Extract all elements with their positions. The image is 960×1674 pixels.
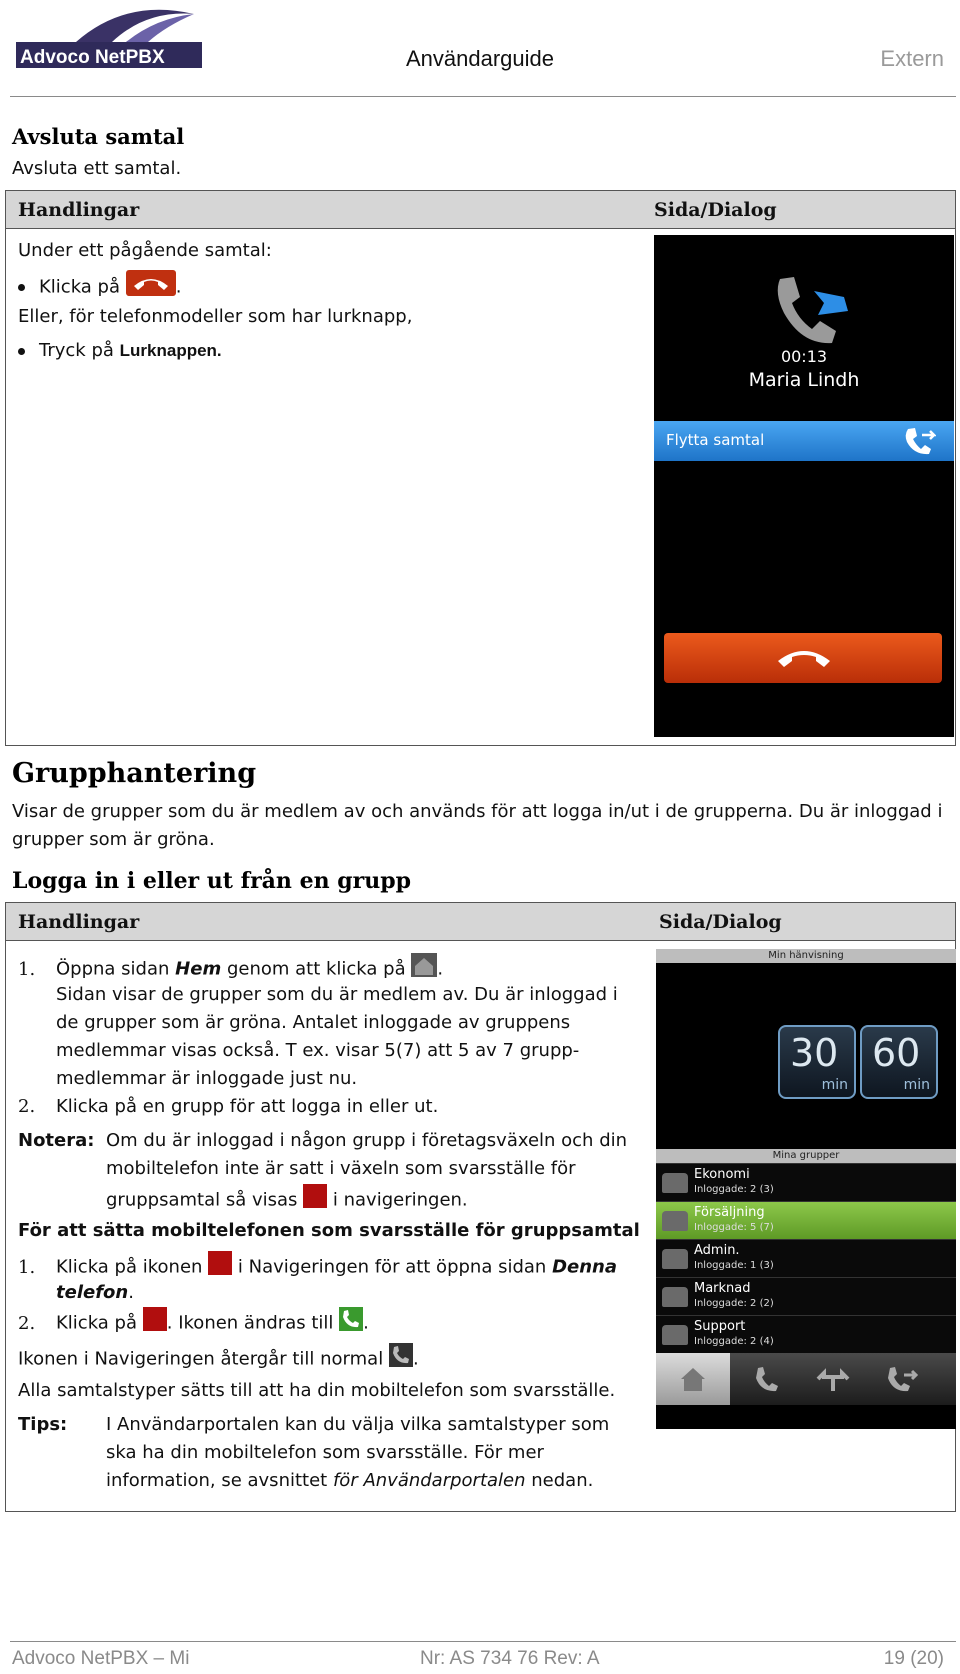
group-logged-in-count: Inloggade: 2 (4) — [694, 1336, 774, 1347]
step-detail-line: Sidan visar de grupper som du är medlem av. Du är inloggad i — [56, 984, 618, 1005]
column-header-page: Sida/Dialog — [659, 911, 782, 933]
header-divider — [10, 96, 956, 97]
group-row[interactable] — [656, 1163, 956, 1201]
logo-text: Advoco NetPBX — [20, 47, 165, 68]
mobile-normal-icon — [389, 1343, 413, 1376]
bold-subheading: För att sätta mobiltelefonen som svarsställe för gruppsamtal — [18, 1220, 640, 1241]
group-logged-in-count: Inloggade: 1 (3) — [694, 1260, 774, 1271]
group-icon — [662, 1173, 688, 1193]
bullet-icon — [18, 348, 25, 355]
move-call-button[interactable] — [654, 421, 954, 461]
info-line: Alla samtalstyper sätts till att ha din mobiltelefon som svarsställe. — [18, 1380, 616, 1401]
group-icon — [662, 1211, 688, 1231]
column-header-actions: Handlingar — [18, 199, 140, 221]
header-classification: Extern — [880, 46, 944, 71]
group-icon — [662, 1325, 688, 1345]
section-heading-grupphantering: Grupphantering — [12, 758, 257, 789]
home-icon — [678, 1365, 708, 1393]
group-name: Ekonomi — [694, 1167, 750, 1182]
section-heading-avsluta-samtal: Avsluta samtal — [12, 124, 185, 149]
group-row[interactable] — [656, 1315, 956, 1353]
move-call-label: Flytta samtal — [666, 431, 765, 449]
mobile-not-answering-icon — [208, 1251, 232, 1284]
group-name: Försäljning — [694, 1205, 765, 1220]
bullet-item: Tryck på Lurknappen. — [18, 337, 222, 365]
transfer-call-icon — [774, 275, 854, 345]
group-row[interactable] — [656, 1201, 956, 1239]
call-timer: 00:13 — [780, 347, 828, 366]
bullet-icon — [18, 284, 25, 291]
step-item: 2. Klicka på . Ikonen ändras till . — [18, 1307, 369, 1340]
redirect-label: Min hänvisning — [656, 949, 956, 963]
phone-icon[interactable] — [752, 1365, 780, 1393]
instruction-text: Under ett pågående samtal: — [18, 240, 272, 261]
mobile-answering-icon — [339, 1307, 363, 1340]
redirect-30-button[interactable]: 30 min — [778, 1025, 856, 1099]
hangup-icon — [126, 270, 176, 305]
footer-page-number: 19 (20) — [883, 1648, 944, 1669]
step-item: 1. Klicka på ikonen i Navigeringen för att öppna sidan Denna — [18, 1251, 617, 1284]
move-call-icon — [904, 427, 936, 455]
tips-line: information, se avsnittet för Användarportalen nedan. — [106, 1470, 594, 1491]
step-item: 1. Öppna sidan Hem genom att klicka på . — [18, 953, 443, 986]
instruction-text: Eller, för telefonmodeller som har lurknapp, — [18, 306, 413, 327]
footer-doc-number: Nr: AS 734 76 Rev: A — [420, 1648, 600, 1669]
section-intro: Avsluta ett samtal. — [12, 158, 182, 179]
group-logged-in-count: Inloggade: 5 (7) — [694, 1222, 774, 1233]
hangup-icon — [776, 645, 832, 671]
group-list — [656, 1163, 956, 1353]
actions-table-groups — [5, 902, 956, 1512]
step-detail-line: medlemmar är inloggade just nu. — [56, 1068, 358, 1089]
group-name: Admin. — [694, 1243, 740, 1258]
footer-product: Advoco NetPBX – Mi — [12, 1648, 190, 1669]
nav-home-tab[interactable] — [656, 1353, 730, 1405]
mobile-not-answering-icon — [143, 1307, 167, 1340]
call-forward-icon[interactable] — [886, 1365, 920, 1393]
info-line: Ikonen i Navigeringen återgår till normal . — [18, 1343, 419, 1376]
tips-line: ska ha din mobiltelefon som svarsställe. För mer — [106, 1442, 544, 1463]
section-intro: Visar de grupper som du är medlem av och används för att logga in/ut i de grupperna. Du är inloggad i grupper som är gröna. — [12, 801, 943, 850]
note-line: mobiltelefon inte är satt i växeln som svarsställe för — [106, 1158, 576, 1179]
bottom-nav-bar — [656, 1353, 956, 1405]
redirect-60-button[interactable]: 60 min — [860, 1025, 938, 1099]
group-row[interactable] — [656, 1239, 956, 1277]
note-label: Notera: — [18, 1130, 95, 1151]
group-name: Marknad — [694, 1281, 751, 1296]
header-title: Användarguide — [405, 46, 554, 71]
group-logged-in-count: Inloggade: 2 (3) — [694, 1184, 774, 1195]
column-header-page: Sida/Dialog — [654, 199, 777, 221]
step-detail-line: de grupper som är gröna. Antalet inloggade av gruppens — [56, 1012, 571, 1033]
step-detail-line: telefon. — [56, 1282, 134, 1303]
bullet-item: Klicka på . — [18, 270, 182, 305]
tips-line: I Användarportalen kan du välja vilka samtalstyper som — [106, 1414, 610, 1435]
call-screen-screenshot — [654, 235, 954, 737]
table-header — [6, 903, 955, 941]
column-header-actions: Handlingar — [18, 911, 140, 933]
note-line: Om du är inloggad i någon grupp i företagsväxeln och din — [106, 1130, 628, 1151]
group-icon — [662, 1249, 688, 1269]
note-line: gruppsamtal så visas i navigeringen. — [106, 1184, 468, 1217]
step-detail-line: medlemmar visas också. T ex. visar 5(7) att 5 av 7 grupp- — [56, 1040, 580, 1061]
group-name: Support — [694, 1319, 746, 1334]
mobile-not-answering-icon — [303, 1184, 327, 1217]
tips-label: Tips: — [18, 1414, 68, 1435]
home-screen-screenshot — [656, 949, 956, 1429]
group-row[interactable] — [656, 1277, 956, 1315]
group-icon — [662, 1287, 688, 1307]
footer-divider — [10, 1641, 956, 1642]
groups-label: Mina grupper — [656, 1149, 956, 1163]
transfer-icon[interactable] — [816, 1365, 850, 1393]
step-item: 2. Klicka på en grupp för att logga in eller ut. — [18, 1096, 439, 1117]
table-header — [6, 191, 955, 229]
subsection-heading: Logga in i eller ut från en grupp — [12, 868, 411, 894]
caller-name: Maria Lindh — [748, 369, 860, 391]
end-call-button[interactable] — [664, 633, 942, 683]
actions-table-end-call — [5, 190, 956, 746]
group-logged-in-count: Inloggade: 2 (2) — [694, 1298, 774, 1309]
